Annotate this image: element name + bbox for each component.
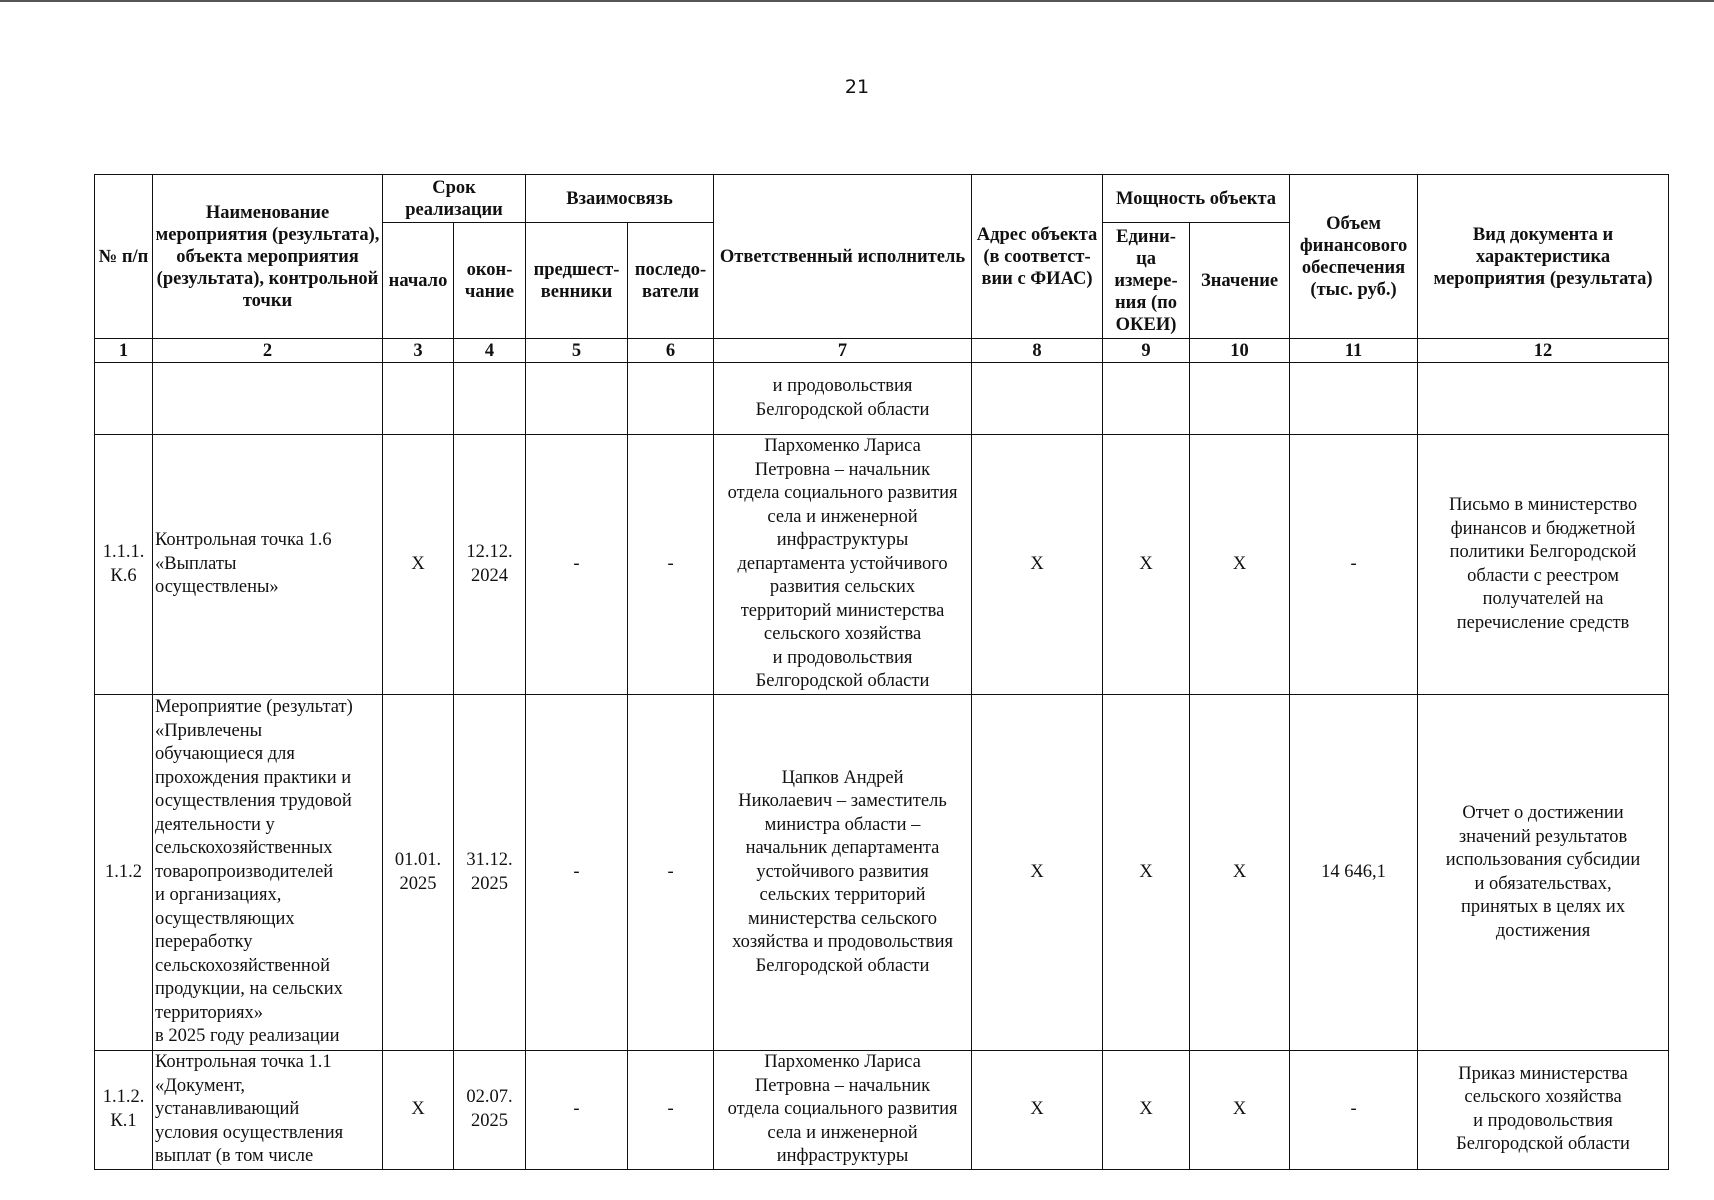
header-address: Адрес объекта (в соответст-вии с ФИАС) [972, 175, 1103, 339]
cell-end [454, 363, 526, 435]
column-number: 6 [628, 339, 714, 363]
header-term: Срок реализации [383, 175, 526, 223]
cell-address: Х [972, 695, 1103, 1051]
cell-doc: Приказ министерства сельского хозяйства и продовольствия Белгородской области [1418, 1051, 1669, 1170]
cell-value [1190, 363, 1290, 435]
cell-name: Контрольная точка 1.1 «Документ, устанавливающий условия осуществления выплат (в том числе [153, 1051, 383, 1170]
cell-address: Х [972, 1051, 1103, 1170]
cell-predecessors: - [526, 695, 628, 1051]
cell-unit: Х [1103, 695, 1190, 1051]
column-number: 4 [454, 339, 526, 363]
cell-end: 31.12. 2025 [454, 695, 526, 1051]
cell-successors: - [628, 435, 714, 695]
cell-executor: Пархоменко Лариса Петровна – начальник отдела социального развития села и инженерной инфраструктуры [714, 1051, 972, 1170]
header-finance: Объем финансового обеспечения (тыс. руб.) [1290, 175, 1418, 339]
cell-finance: 14 646,1 [1290, 695, 1418, 1051]
implementation-plan-table [94, 174, 1669, 1170]
cell-value: Х [1190, 695, 1290, 1051]
cell-value: Х [1190, 1051, 1290, 1170]
cell-name [153, 363, 383, 435]
cell-name: Мероприятие (результат) «Привлечены обучающиеся для прохождения практики и осуществления трудовой деятельности у сельскохозяйственных товаропроизводителей и организациях, осуществляющих переработку сельскохозяйственной продукции, на сельских территориях» в 2025 году реализации [153, 695, 383, 1051]
header-name: Наименование мероприятия (результата), объекта мероприятия (результата), контрольной точки [153, 175, 383, 339]
cell-unit [1103, 363, 1190, 435]
table-row [95, 1051, 1669, 1170]
column-number: 7 [714, 339, 972, 363]
cell-doc: Отчет о достижении значений результатов использования субсидии и обязательствах, принятых в целях их достижения [1418, 695, 1669, 1051]
column-number: 1 [95, 339, 153, 363]
cell-num [95, 363, 153, 435]
cell-end: 02.07. 2025 [454, 1051, 526, 1170]
cell-num: 1.1.1. К.6 [95, 435, 153, 695]
header-capacity: Мощность объекта [1103, 175, 1290, 223]
column-number: 2 [153, 339, 383, 363]
table-row [95, 435, 1669, 695]
cell-executor: Пархоменко Лариса Петровна – начальник отдела социального развития села и инженерной инфраструктуры департамента устойчивого развития сельских территорий министерства сельского хозяйства и продовольствия Белгородской области [714, 435, 972, 695]
header-relation: Взаимосвязь [526, 175, 714, 223]
cell-address: Х [972, 435, 1103, 695]
cell-executor: и продовольствия Белгородской области [714, 363, 972, 435]
cell-finance: - [1290, 435, 1418, 695]
column-number: 11 [1290, 339, 1418, 363]
cell-name: Контрольная точка 1.6 «Выплаты осуществлены» [153, 435, 383, 695]
cell-predecessors: - [526, 1051, 628, 1170]
column-number: 3 [383, 339, 454, 363]
header-num: № п/п [95, 175, 153, 339]
cell-doc [1418, 363, 1669, 435]
cell-start: Х [383, 435, 454, 695]
cell-start: 01.01. 2025 [383, 695, 454, 1051]
header-successors: последо- ватели [628, 223, 714, 339]
cell-successors: - [628, 695, 714, 1051]
scan-top-edge-line [0, 0, 1714, 2]
table-row [95, 695, 1669, 1051]
cell-predecessors [526, 363, 628, 435]
cell-successors [628, 363, 714, 435]
cell-value: Х [1190, 435, 1290, 695]
header-term-start: начало [383, 223, 454, 339]
table-row [95, 363, 1669, 435]
column-number-row [95, 339, 1669, 363]
header-executor: Ответственный исполнитель [714, 175, 972, 339]
cell-unit: Х [1103, 435, 1190, 695]
column-number: 9 [1103, 339, 1190, 363]
cell-executor: Цапков Андрей Николаевич – заместитель министра области – начальник департамента устойчивого развития сельских территорий министерства сельского хозяйства и продовольствия Белгородской области [714, 695, 972, 1051]
cell-finance [1290, 363, 1418, 435]
header-value: Значение [1190, 223, 1290, 339]
cell-doc: Письмо в министерство финансов и бюджетной политики Белгородской области с реестром получателей на перечисление средств [1418, 435, 1669, 695]
cell-finance: - [1290, 1051, 1418, 1170]
column-number: 12 [1418, 339, 1669, 363]
column-number: 10 [1190, 339, 1290, 363]
cell-num: 1.1.2 [95, 695, 153, 1051]
cell-predecessors: - [526, 435, 628, 695]
cell-successors: - [628, 1051, 714, 1170]
page-number: 21 [844, 76, 870, 98]
cell-start: Х [383, 1051, 454, 1170]
cell-unit: Х [1103, 1051, 1190, 1170]
cell-end: 12.12. 2024 [454, 435, 526, 695]
cell-num: 1.1.2. К.1 [95, 1051, 153, 1170]
header-unit: Едини- ца измере- ния (по ОКЕИ) [1103, 223, 1190, 339]
header-term-end: окон- чание [454, 223, 526, 339]
column-number: 8 [972, 339, 1103, 363]
cell-start [383, 363, 454, 435]
column-number: 5 [526, 339, 628, 363]
header-predecessors: предшест- венники [526, 223, 628, 339]
cell-address [972, 363, 1103, 435]
header-doc: Вид документа и характеристика мероприятия (результата) [1418, 175, 1669, 339]
